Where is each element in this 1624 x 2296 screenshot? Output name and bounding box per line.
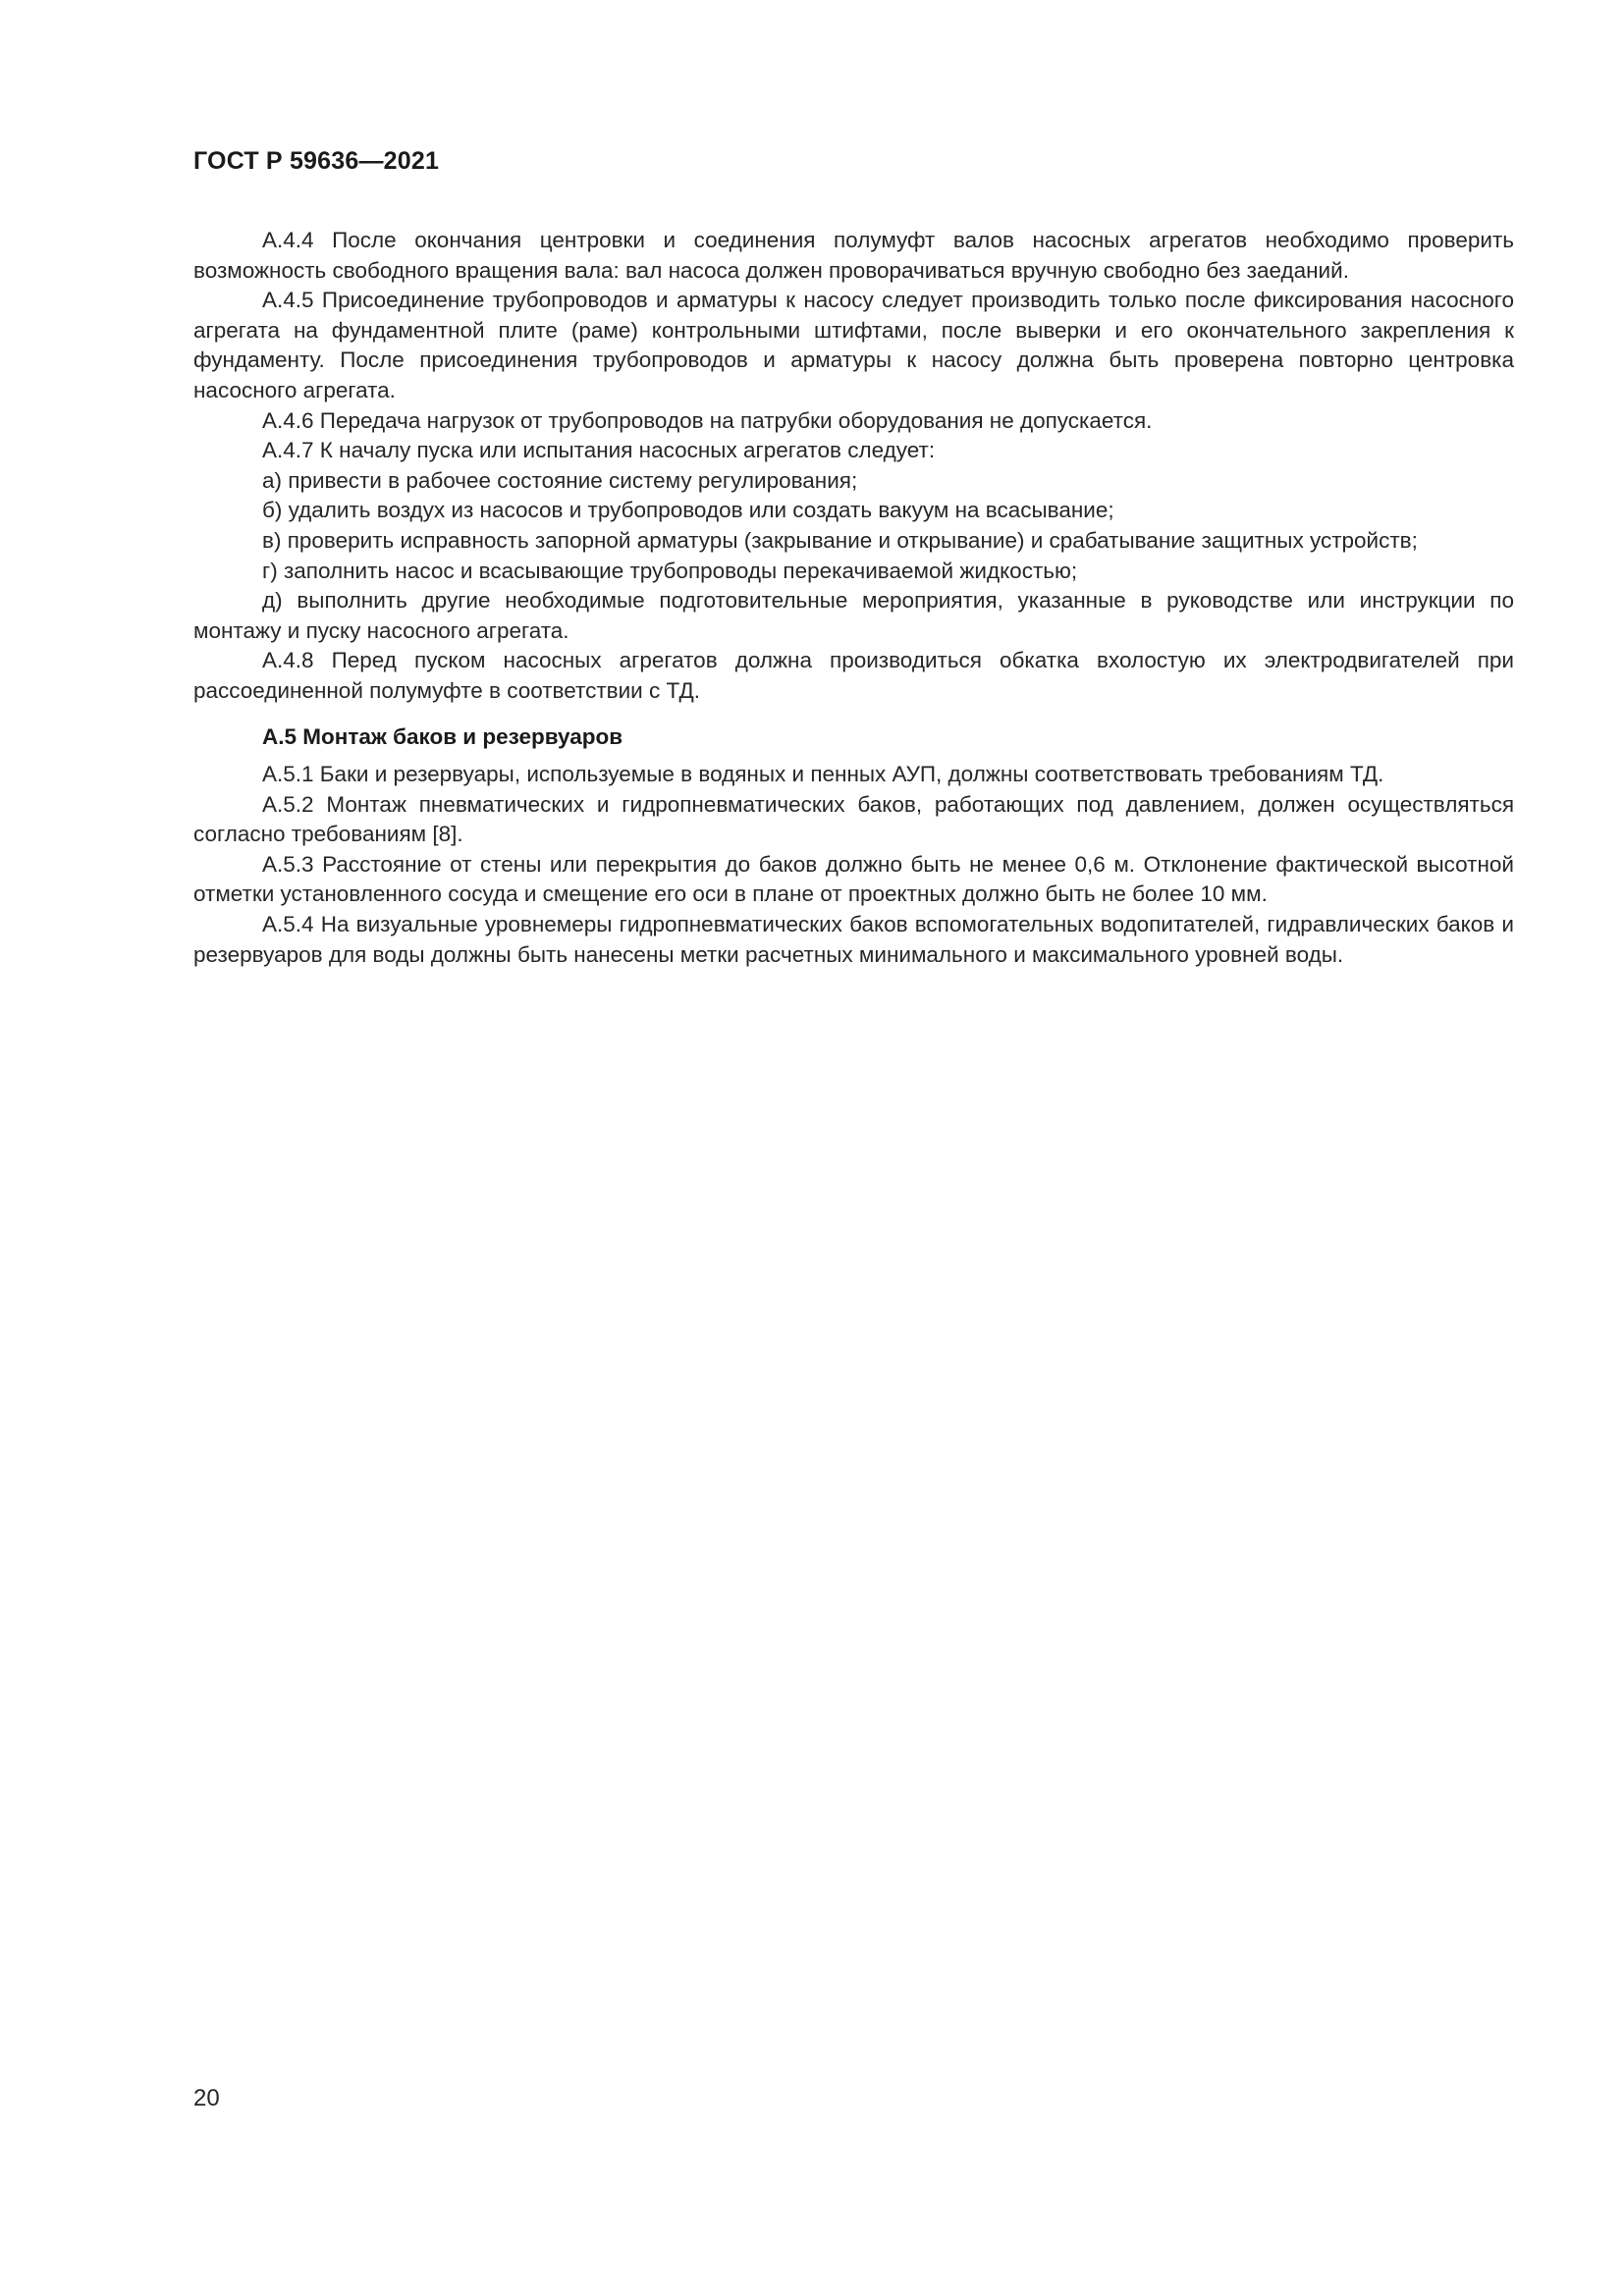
paragraph-a-5-3: А.5.3 Расстояние от стены или перекрытия до баков должно быть не менее 0,6 м. Отклонение фактической высотной отметки установленного сосуда и смещение его оси в плане от проектных должно быть не более 10 мм. [193, 851, 1514, 907]
paragraph-a-4-4: А.4.4 После окончания центровки и соединения полумуфт валов насосных агрегатов необходимо проверить возможность свободного вращения вала: вал насоса должен проворачиваться вручную свободно без заеданий. [193, 228, 1514, 283]
list-item-b: б) удалить воздух из насосов и трубопроводов или создать вакуум на всасывание; [262, 498, 1114, 523]
paragraph-a-5-4: А.5.4 На визуальные уровнемеры гидропневматических баков вспомогательных водопитателей, гидравлических баков и резервуаров для воды должны быть нанесены метки расчетных минимального и максимального уровней воды. [193, 912, 1514, 967]
section-heading-a-5: А.5 Монтаж баков и резервуаров [262, 723, 623, 749]
paragraph-a-5-2: А.5.2 Монтаж пневматических и гидропневматических баков, работающих под давлением, должен осуществляться согласно требованиям [8]. [193, 791, 1514, 847]
list-item-g: г) заполнить насос и всасывающие трубопроводы перекачиваемой жидкостью; [262, 558, 1078, 583]
list-item-v: в) проверить исправность запорной арматуры (закрывание и открывание) и срабатывание защитных устройств; [262, 527, 1418, 553]
page-header: ГОСТ Р 59636—2021 [193, 147, 440, 175]
document-body [193, 226, 1514, 970]
paragraph-a-5-1: А.5.1 Баки и резервуары, используемые в водяных и пенных АУП, должны соответствовать требованиям ТД. [262, 762, 1384, 787]
paragraph-a-4-7: А.4.7 К началу пуска или испытания насосных агрегатов следует: [262, 438, 936, 463]
page-number: 20 [193, 2085, 220, 2111]
paragraph-a-4-5: А.4.5 Присоединение трубопроводов и арматуры к насосу следует производить только после фиксирования насосного агрегата на фундаментной плите (раме) контрольными штифтами, после выверки и его окончательного закрепления к фундаменту. После присоединения трубопроводов и арматуры к насосу должна быть проверена повторно центровка насосного агрегата. [193, 288, 1514, 402]
list-item-a: а) привести в рабочее состояние систему регулирования; [262, 467, 858, 493]
list-item-d: д) выполнить другие необходимые подготовительные мероприятия, указанные в руководстве или инструкции по монтажу и пуску насосного агрегата. [193, 588, 1514, 643]
paragraph-a-4-8: А.4.8 Перед пуском насосных агрегатов должна производиться обкатка вхолостую их электродвигателей при рассоединенной полумуфте в соответствии с ТД. [193, 648, 1514, 703]
paragraph-a-4-6: А.4.6 Передача нагрузок от трубопроводов на патрубки оборудования не допускается. [262, 407, 1153, 433]
